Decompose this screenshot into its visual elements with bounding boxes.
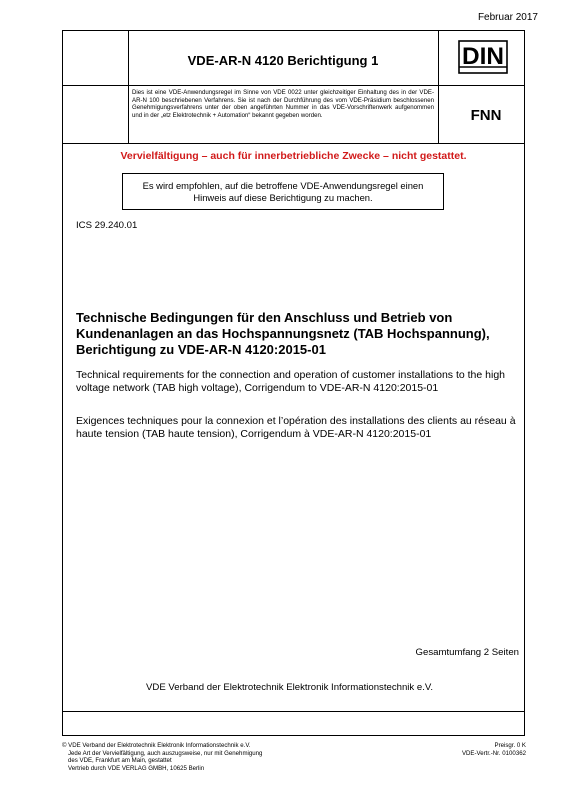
din-logo-text: DIN xyxy=(462,43,504,70)
din-logo xyxy=(458,40,508,74)
title-german: Technische Bedingungen für den Anschluss und Betrieb von Kundenanlagen an das Hochspannungsnetz (TAB Hochspannung), Berichtigung zu VDE-AR-N 4120:2015-01 xyxy=(76,310,490,357)
frame-divider-header xyxy=(62,143,525,144)
frame-divider-title xyxy=(62,85,525,86)
copy-permission-line-2: des VDE, Frankfurt am Main, gestattet xyxy=(68,757,172,765)
frame-divider-bottom xyxy=(62,711,525,712)
recommendation-box xyxy=(122,173,444,210)
approval-notice: Dies ist eine VDE-Anwendungsregel im Sinne von VDE 0022 unter gleichzeitiger Einhaltung des in der VDE-AR-N 100 beschriebenen Verfahrens. Sie ist nach der Durchführung des vom VDE-Präsidium beschlossenen Genehmigungsverfahrens unter der oben angeführten Nummer in das VDE-Vorschriftenwerk aufgenommen und in der „etz Elektrotechnik + Automation“ bekannt gegeben worden. xyxy=(132,89,434,119)
order-number: VDE-Vertr.-Nr. 0100362 xyxy=(461,749,526,757)
copy-warning: Vervielfältigung – auch für innerbetriebliche Zwecke – nicht gestattet. xyxy=(120,150,467,162)
title-english: Technical requirements for the connection and operation of customer installations to the high voltage network (TAB high voltage), Corrigendum to VDE-AR-N 4120:2015-01 xyxy=(76,369,506,394)
publication-date: Februar 2017 xyxy=(477,12,538,23)
document-number: VDE-AR-N 4120 Berichtigung 1 xyxy=(187,52,379,68)
recommendation-text: Es wird empfohlen, auf die betroffene VDE-Anwendungsregel einen Hinweis auf diese Berichtigung zu machen. xyxy=(142,179,424,203)
copy-permission-line-1: Jede Art der Vervielfältigung, auch auszugsweise, nur mit Genehmigung xyxy=(68,749,263,757)
title-french: Exigences techniques pour la connexion et l’opération des installations des clients au réseau à haute tension (TAB haute tension), Corrigendum à VDE-AR-N 4120:2015-01 xyxy=(76,415,516,440)
frame-divider-right xyxy=(438,30,439,143)
ics-code: ICS 29.240.01 xyxy=(76,220,138,231)
price-info xyxy=(462,742,526,757)
copyright-line: © VDE Verband der Elektrotechnik Elektronik Informationstechnik e.V. xyxy=(62,742,251,749)
publisher-name: VDE Verband der Elektrotechnik Elektronik Informationstechnik e.V. xyxy=(146,682,434,693)
total-pages: Gesamtumfang 2 Seiten xyxy=(415,647,519,658)
copyright-notice xyxy=(62,742,322,772)
fnn-label: FNN xyxy=(470,106,502,124)
distribution-line: Vertrieb durch VDE VERLAG GMBH, 10625 Berlin xyxy=(68,764,205,772)
price-group: Preisgr. 0 K xyxy=(494,742,526,749)
